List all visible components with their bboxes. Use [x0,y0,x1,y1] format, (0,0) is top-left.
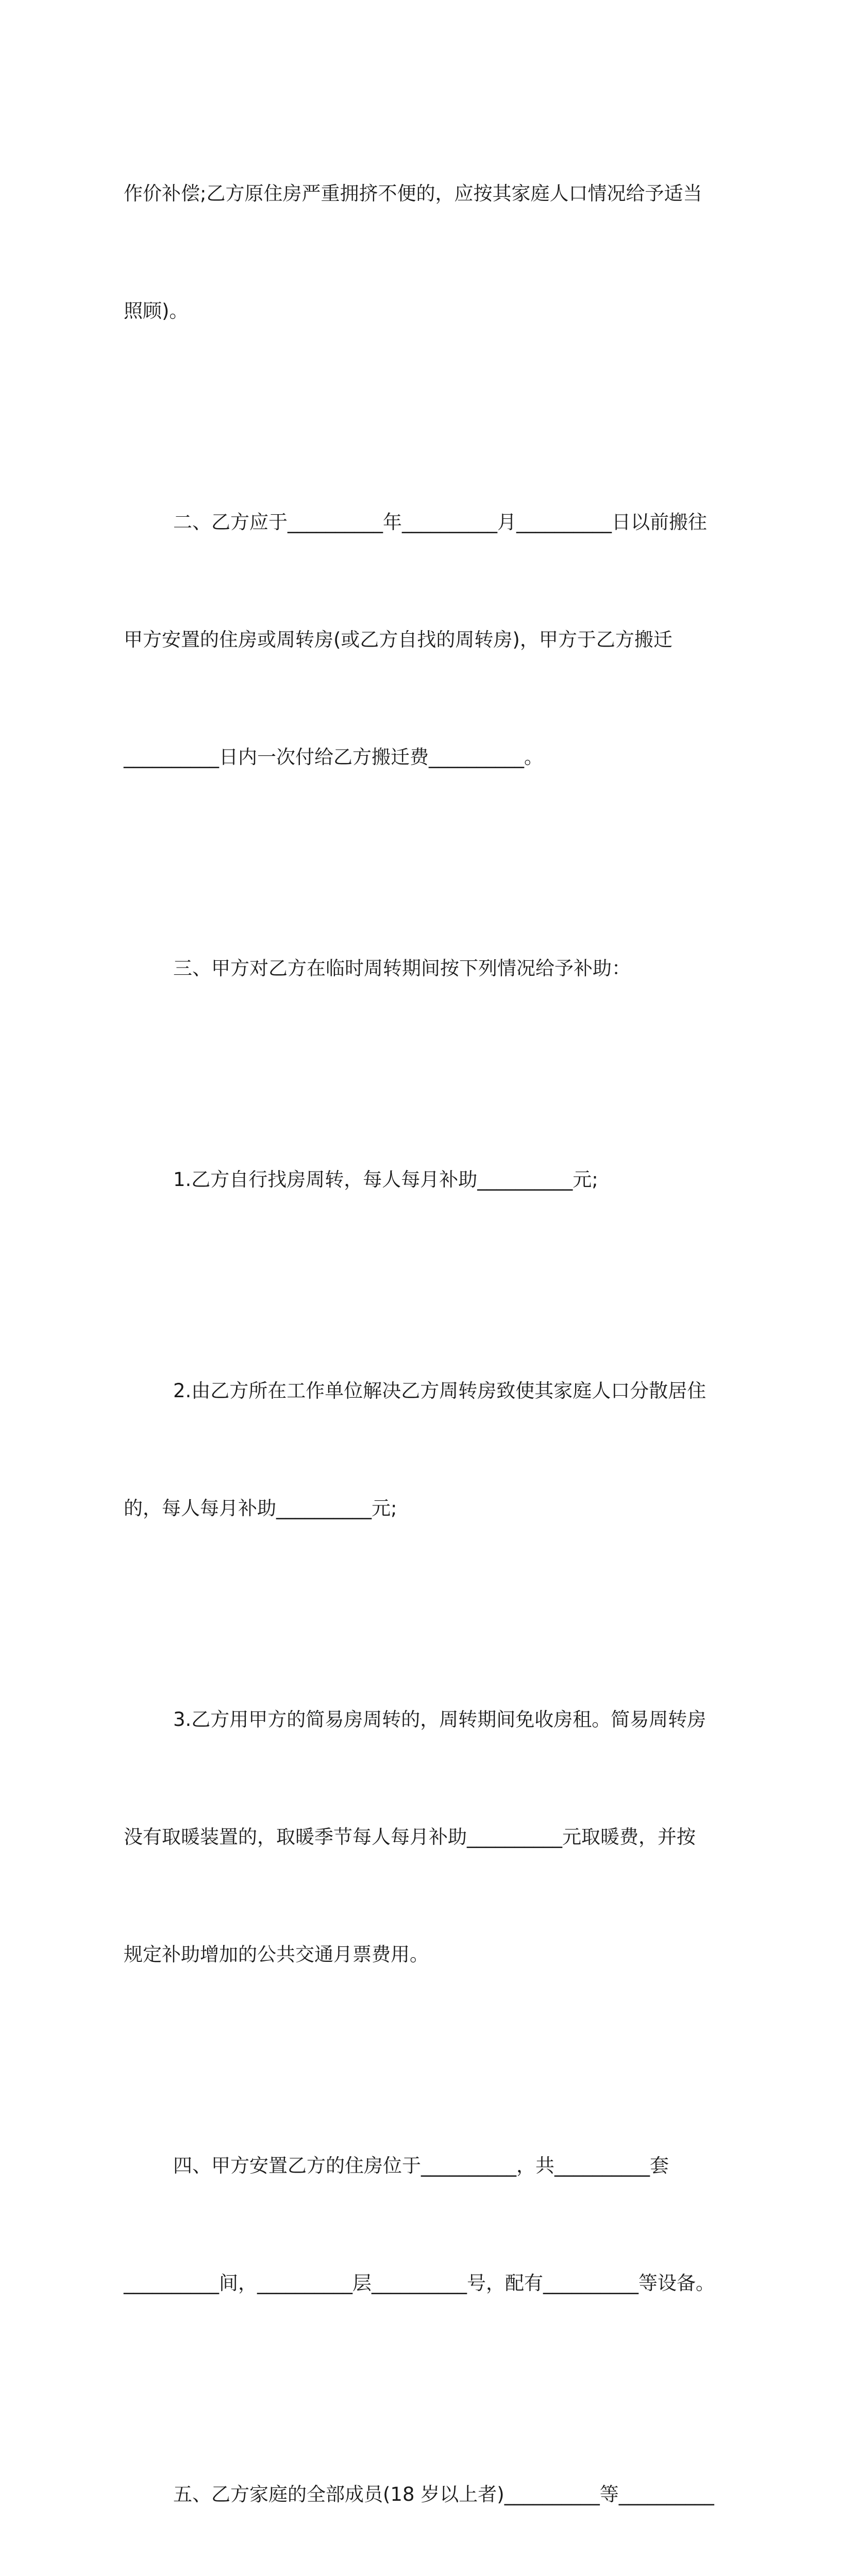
text-line: 规定补助增加的公共交通月票费用。 [124,1943,429,1965]
text-line: 3.乙方用甲方的简易房周转的，周转期间免收房租。简易周转房 [173,1708,707,1731]
text-line: 二、乙方应于__________年__________月__________日以前搬往 [173,511,707,533]
text-line: 照顾)。 [124,300,189,322]
text-line: 作价补偿;乙方原住房严重拥挤不便的，应按其家庭人口情况给予适当 [124,182,702,205]
text-line: __________日内一次付给乙方搬迁费__________。 [124,746,543,768]
clause-three-item-1 [124,1082,717,1278]
text-line: __________间，__________层__________号，配有__________等设备。 [124,2272,715,2294]
clause-five [124,2397,717,2576]
clause-three-item-2 [124,1293,717,1606]
document-page [124,96,717,2576]
paragraph-compensation-end [124,96,717,409]
text-line: 四、甲方安置乙方的住房位于__________，共__________套 [173,2155,669,2177]
clause-three [124,871,717,1066]
text-line: 三、甲方对乙方在临时周转期间按下列情况给予补助： [173,957,631,979]
text-line: 没有取暖装置的，取暖季节每人每月补助__________元取暖费，并按 [124,1826,696,1848]
clause-two [124,425,717,855]
text-line: 的，每人每月补助__________元; [124,1497,397,1519]
clause-three-item-3 [124,1622,717,2053]
text-line: 甲方安置的住房或周转房(或乙方自找的周转房)，甲方于乙方搬迁 [124,629,672,651]
text-line: 五、乙方家庭的全部成员(18 岁以上者)__________等__________ [173,2483,714,2505]
clause-four [124,2068,717,2381]
text-line: 1.乙方自行找房周转，每人每月补助__________元; [173,1168,598,1191]
text-line: 2.由乙方所在工作单位解决乙方周转房致使其家庭人口分散居住 [173,1380,707,1402]
